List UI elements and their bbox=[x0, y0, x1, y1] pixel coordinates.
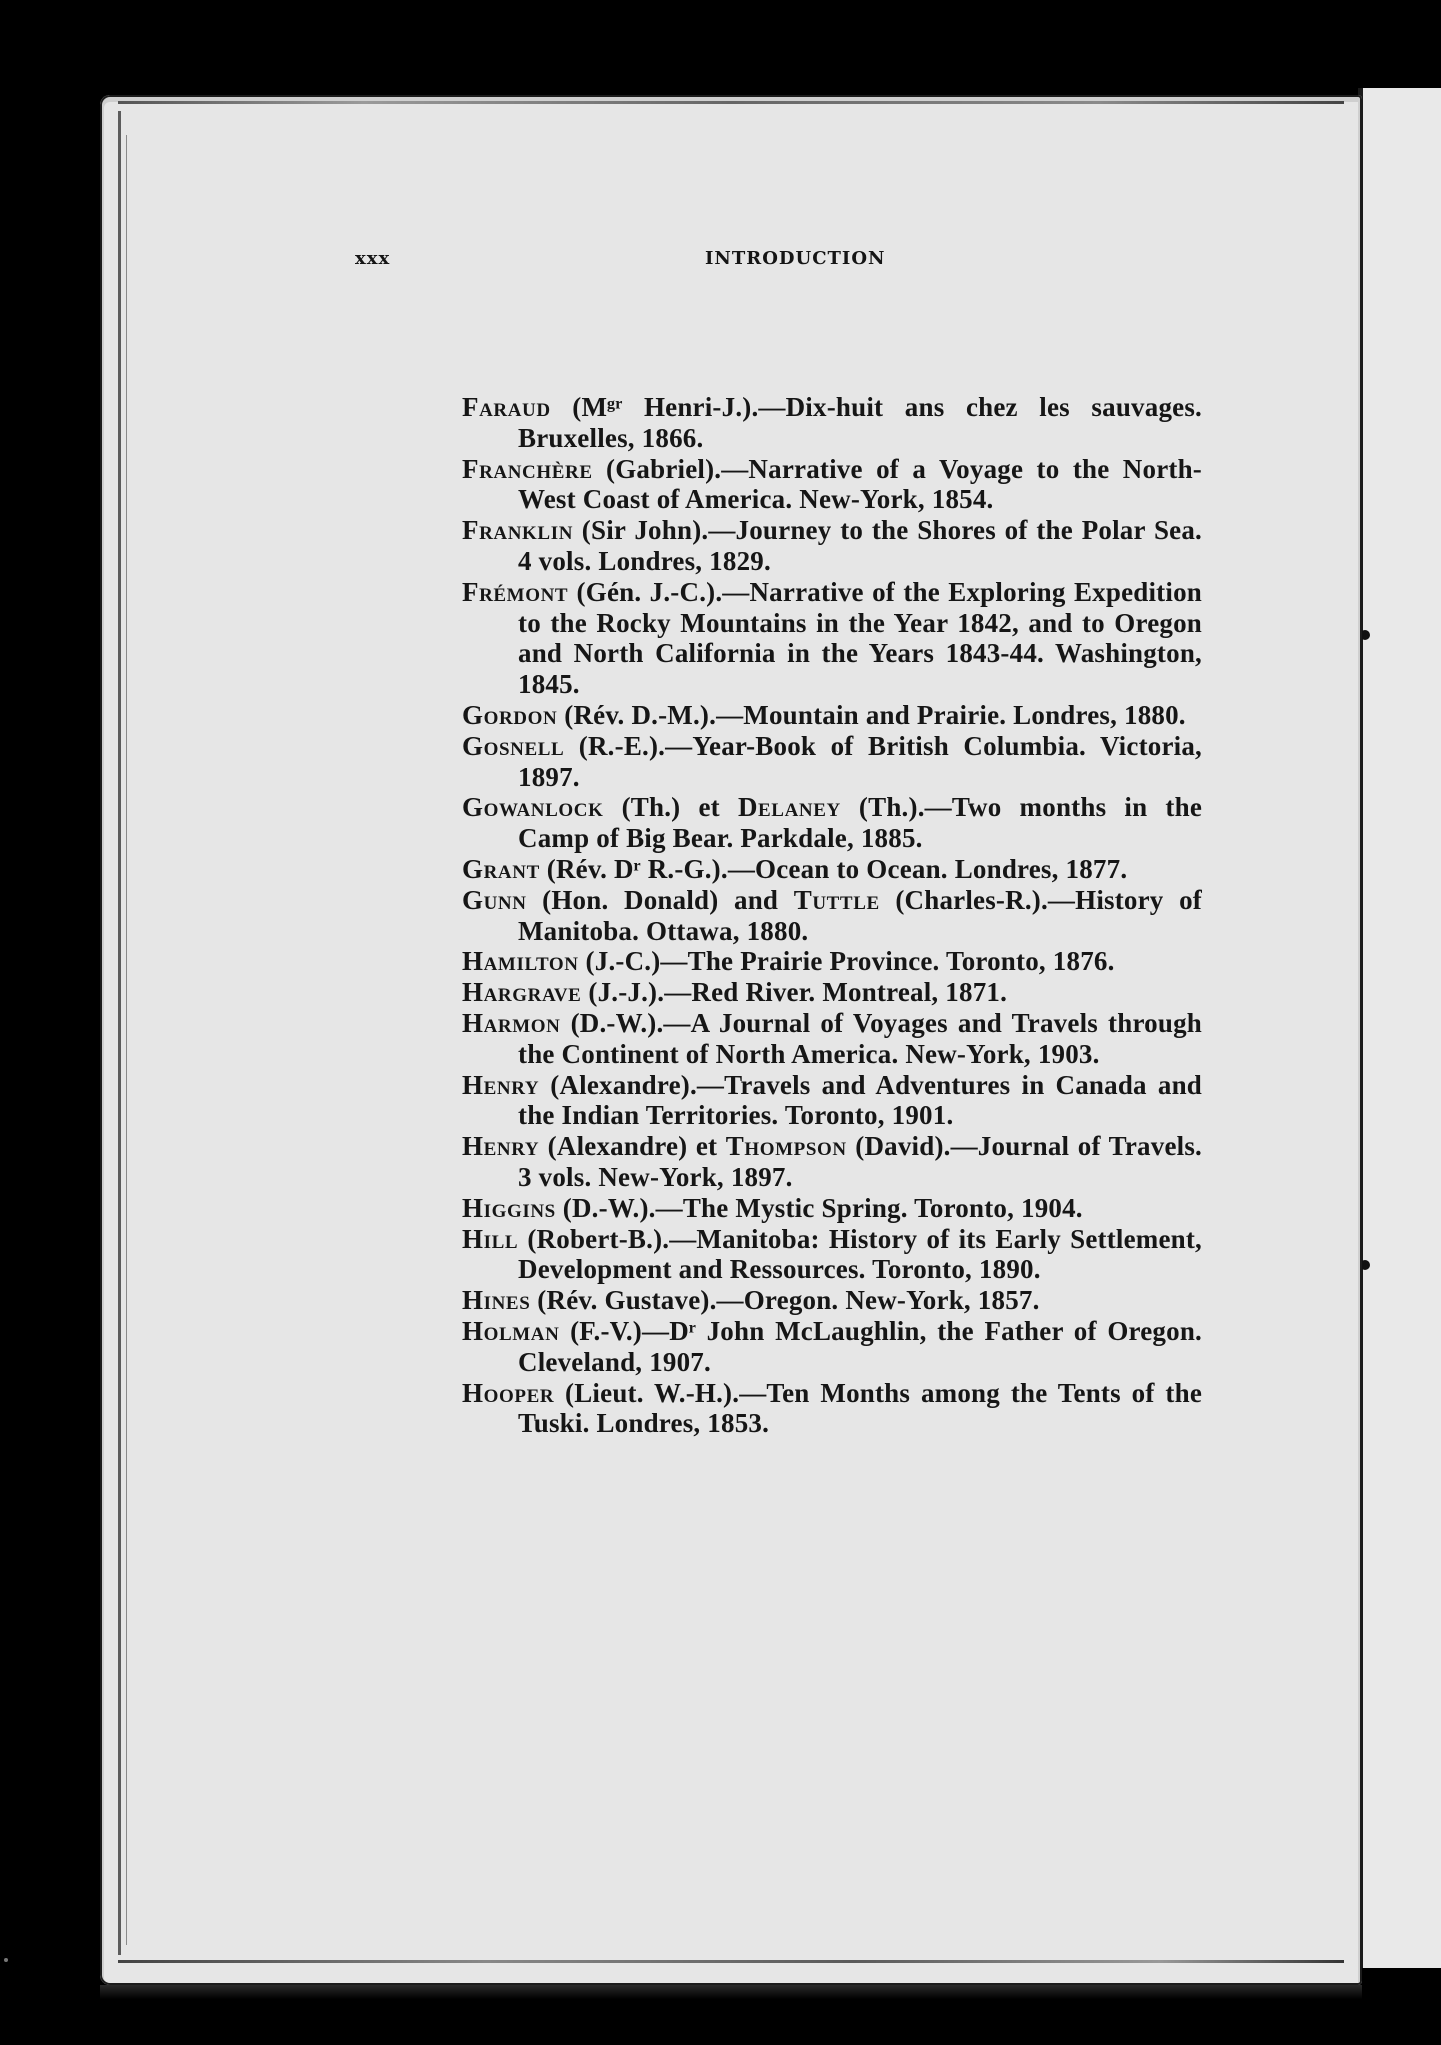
bibliography-entry bbox=[462, 1193, 1202, 1224]
entry-text: (F.-V.)—Dʳ John McLaughlin, the Father of Oregon. Cleveland, 1907. bbox=[518, 1315, 1202, 1377]
bibliography-entry bbox=[462, 1008, 1202, 1070]
bibliography-entry bbox=[462, 792, 1202, 854]
bibliography-entry bbox=[462, 1378, 1202, 1440]
entry-author: Gordon bbox=[462, 699, 558, 730]
bibliography-entry bbox=[462, 454, 1202, 516]
entry-author: Franklin bbox=[462, 515, 574, 546]
entry-author: Franchère bbox=[462, 453, 593, 484]
entry-text: (Th.) et bbox=[603, 792, 738, 823]
running-head-title: INTRODUCTION bbox=[705, 248, 886, 269]
bibliography-list bbox=[462, 392, 1202, 1439]
page-left-border bbox=[118, 111, 121, 1955]
bibliography-entry bbox=[462, 1070, 1202, 1132]
entry-author: Hamilton bbox=[462, 946, 579, 977]
entry-author: Gunn bbox=[462, 884, 527, 915]
entry-coauthor: Delaney bbox=[737, 792, 841, 823]
running-head bbox=[355, 240, 1175, 280]
bibliography-entry bbox=[462, 1316, 1202, 1378]
page-left-inner-border bbox=[126, 135, 127, 1945]
entry-text: (Charles-R.).—History of Manitoba. Ottawa, 1880. bbox=[518, 884, 1202, 946]
entry-author: Frémont bbox=[462, 576, 569, 607]
entry-author: Higgins bbox=[462, 1192, 556, 1223]
entry-coauthor: Tuttle bbox=[793, 884, 880, 915]
entry-text: (Mᵍʳ Henri-J.).—Dix-huit ans chez les sauvages. Bruxelles, 1866. bbox=[518, 392, 1202, 453]
page-bottom-border bbox=[118, 1960, 1344, 1963]
entry-text: (Th.).—Two months in the Camp of Big Bear. Parkdale, 1885. bbox=[518, 792, 1203, 854]
entry-text: (Lieut. W.-H.).—Ten Months among the Tents of the Tuski. Londres, 1853. bbox=[518, 1377, 1202, 1439]
entry-author: Hines bbox=[462, 1285, 531, 1316]
entry-text: (Gabriel).—Narrative of a Voyage to the North-West Coast of America. New-York, 1854. bbox=[518, 453, 1202, 515]
entry-author: Henry bbox=[462, 1069, 540, 1100]
bibliography-entry bbox=[462, 1224, 1202, 1286]
entry-text: (Alexandre) et bbox=[539, 1131, 726, 1162]
bibliography-entry bbox=[462, 700, 1202, 731]
bibliography-entry bbox=[462, 885, 1202, 947]
entry-author: Hargrave bbox=[462, 977, 582, 1008]
entry-author: Gosnell bbox=[462, 730, 565, 761]
entry-author: Hooper bbox=[462, 1377, 555, 1408]
page-number: xxx bbox=[355, 248, 391, 269]
entry-text: (J.-C.)—The Prairie Province. Toronto, 1876. bbox=[578, 946, 1115, 977]
entry-text: (Sir John).—Journey to the Shores of the Polar Sea. 4 vols. Londres, 1829. bbox=[518, 515, 1202, 576]
facing-page-edge bbox=[1363, 88, 1441, 1968]
page-top-border bbox=[118, 101, 1344, 104]
entry-text: (David).—Journal of Travels. 3 vols. New-York, 1897. bbox=[518, 1131, 1202, 1192]
entry-text: (J.-J.).—Red River. Montreal, 1871. bbox=[581, 977, 1008, 1008]
entry-text: (Robert-B.).—Manitoba: History of its Early Settlement, Development and Ressources. Toronto, 1890. bbox=[518, 1223, 1202, 1285]
entry-author: Gowanlock bbox=[462, 792, 604, 823]
bibliography-entry bbox=[462, 1131, 1202, 1193]
entry-text: (Hon. Donald) and bbox=[526, 884, 794, 915]
entry-text: (Rév. Dʳ R.-G.).—Ocean to Ocean. Londres, 1877. bbox=[539, 853, 1128, 884]
entry-author: Henry bbox=[462, 1131, 540, 1162]
bibliography-entry bbox=[462, 1285, 1202, 1316]
bibliography-entry bbox=[462, 946, 1202, 977]
entry-text: (Gén. J.-C.).—Narrative of the Exploring Expedition to the Rocky Mountains in the Year 1842, and to Oregon and North California in the Years 1843-44. Washington, 1845. bbox=[518, 576, 1202, 700]
entry-text: (D.-W.).—The Mystic Spring. Toronto, 1904. bbox=[555, 1192, 1083, 1223]
bibliography-entry bbox=[462, 577, 1202, 700]
entry-text: (R.-E.).—Year-Book of British Columbia. Victoria, 1897. bbox=[518, 730, 1202, 792]
bibliography-entry bbox=[462, 731, 1202, 793]
bibliography-entry bbox=[462, 977, 1202, 1008]
bibliography-entry bbox=[462, 392, 1202, 454]
entry-text: (Rév. D.-M.).—Mountain and Prairie. Londres, 1880. bbox=[557, 699, 1186, 730]
entry-text: (Alexandre).—Travels and Adventures in Canada and the Indian Territories. Toronto, 1901. bbox=[518, 1069, 1202, 1131]
entry-author: Holman bbox=[462, 1315, 560, 1346]
entry-author: Harmon bbox=[462, 1007, 561, 1038]
entry-text: (D.-W.).—A Journal of Voyages and Travels through the Continent of North America. New-York, 1903. bbox=[518, 1007, 1202, 1069]
entry-text: (Rév. Gustave).—Oregon. New-York, 1857. bbox=[530, 1285, 1040, 1316]
entry-author: Hill bbox=[462, 1223, 519, 1254]
bibliography-entry bbox=[462, 515, 1202, 577]
entry-author: Faraud bbox=[462, 392, 551, 422]
entry-coauthor: Thompson bbox=[725, 1131, 847, 1162]
scan-edge-mark bbox=[0, 1950, 14, 1970]
bibliography-entry bbox=[462, 854, 1202, 885]
page-bottom-edge bbox=[100, 1985, 1362, 1999]
entry-author: Grant bbox=[462, 853, 540, 884]
